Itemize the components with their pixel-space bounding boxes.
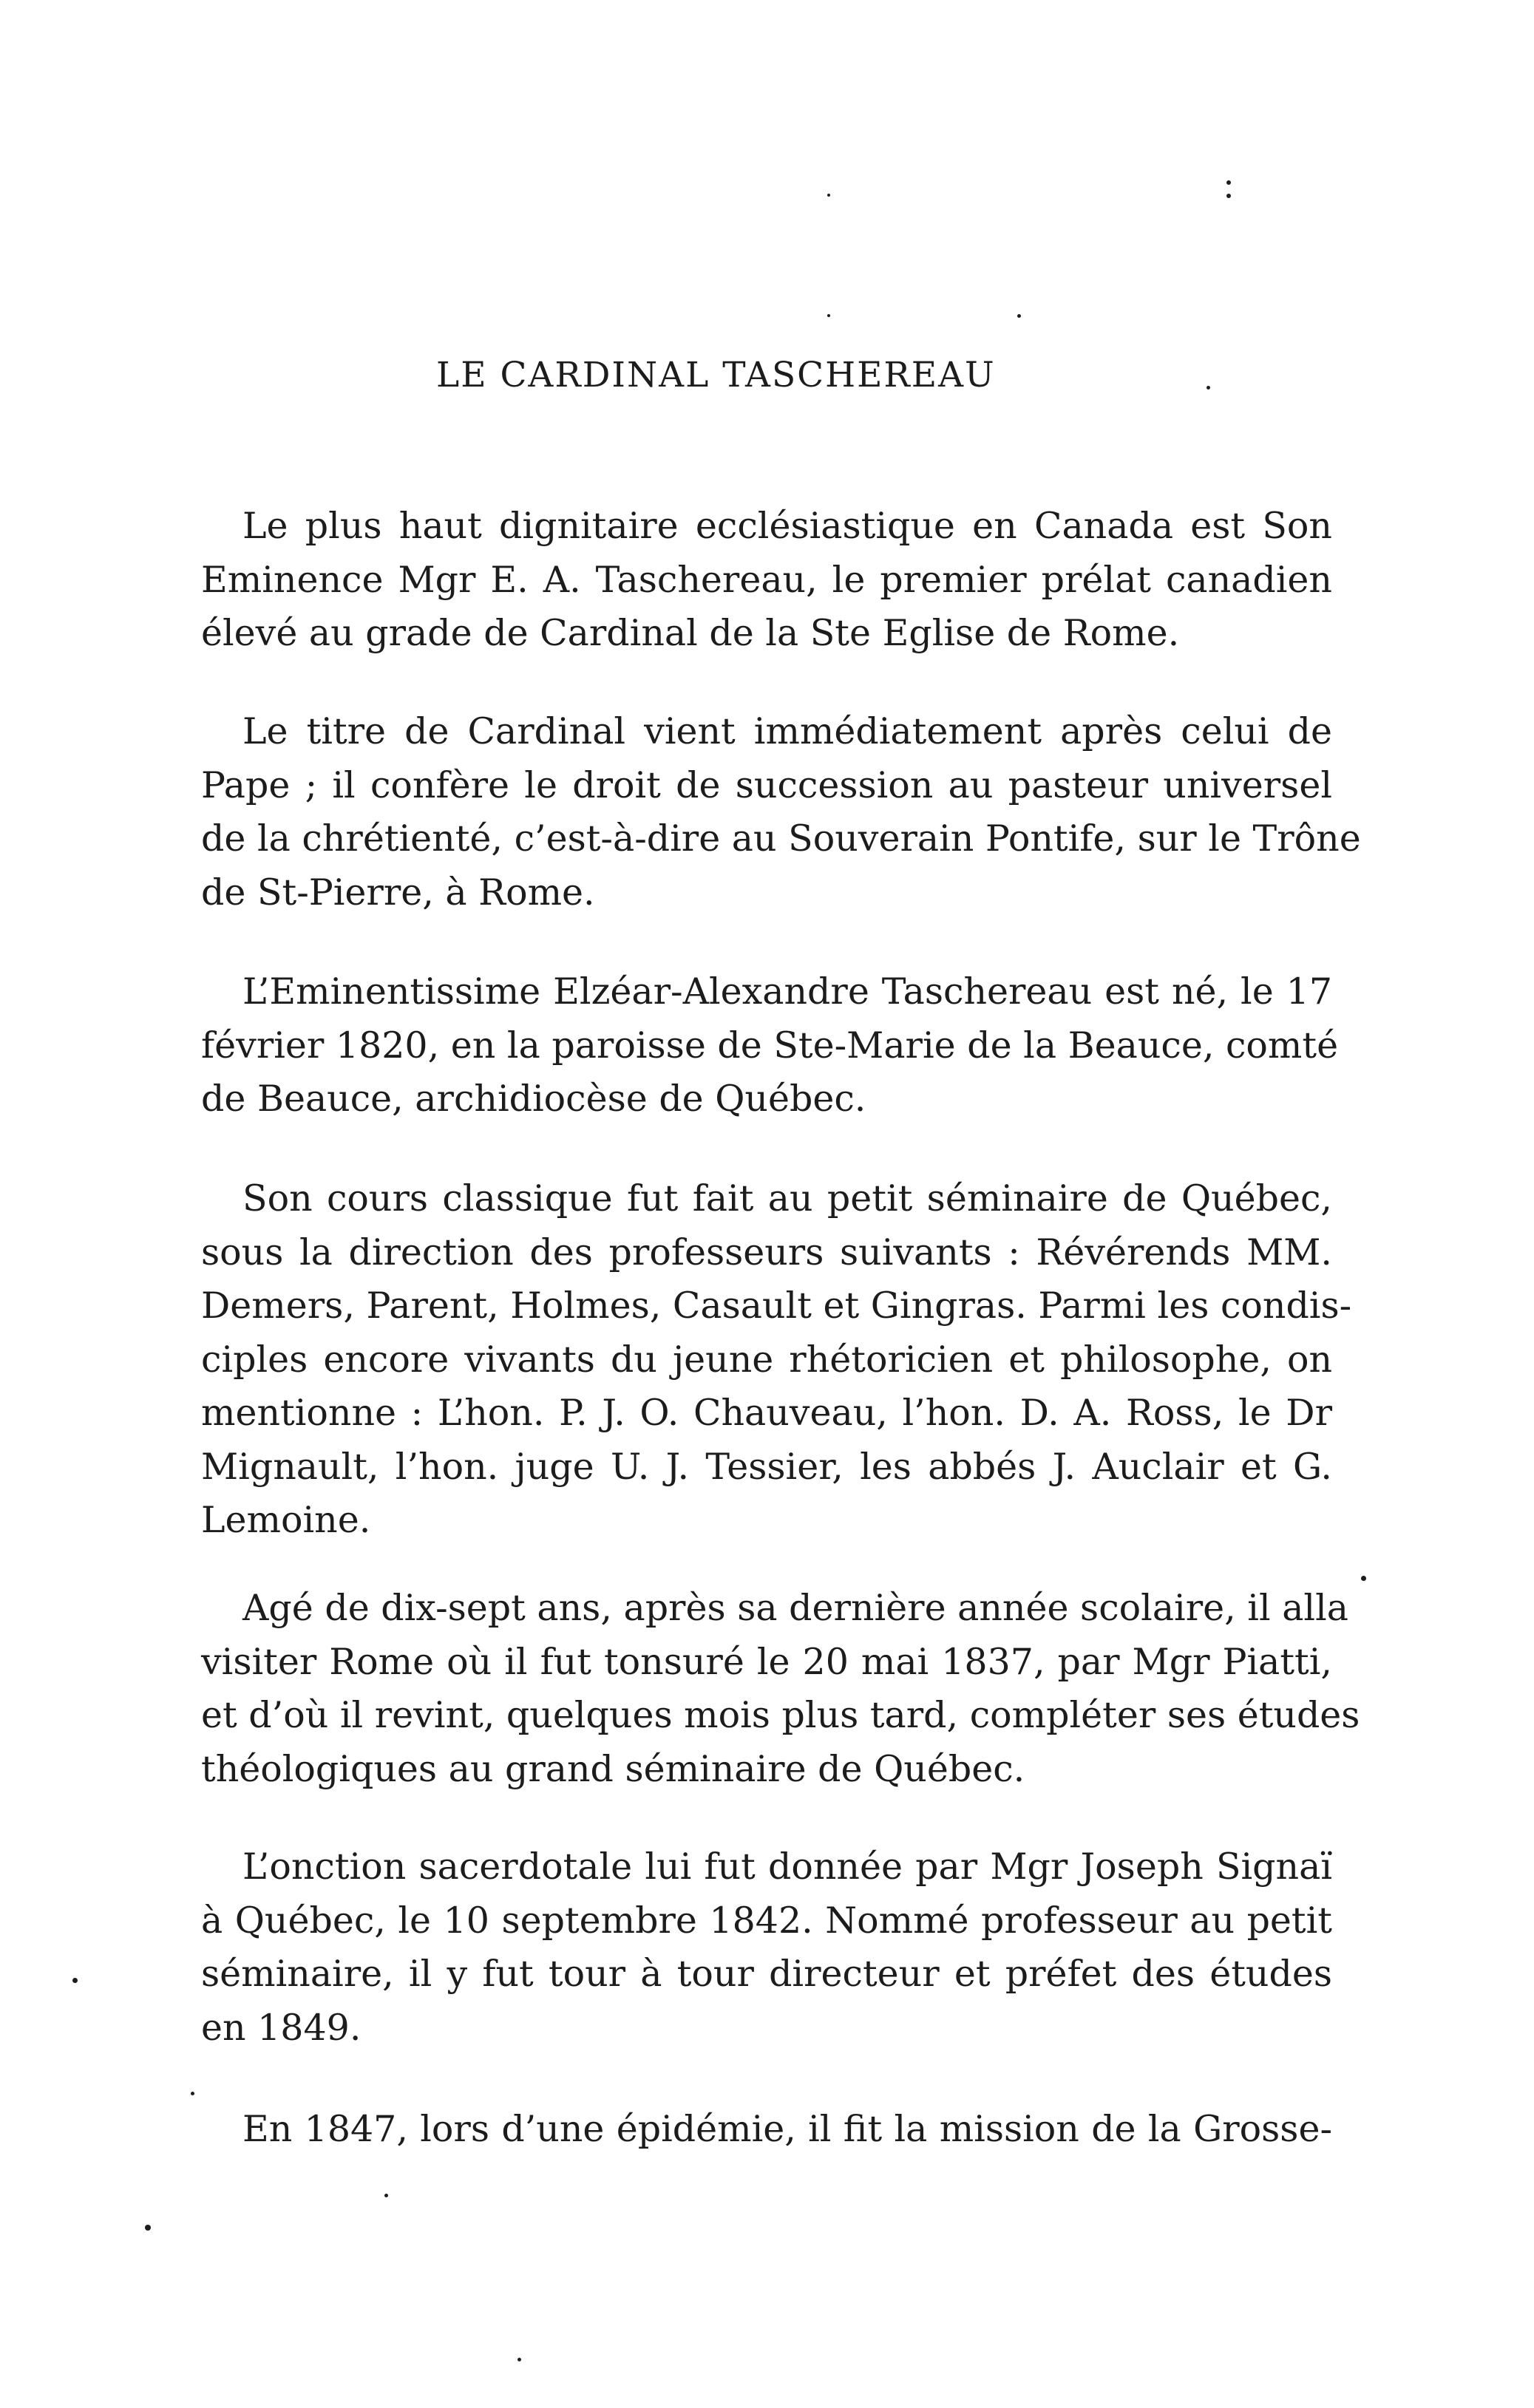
- scan-speck: [1017, 314, 1021, 318]
- text-line: Le titre de Cardinal vient immédiatement après celui de: [242, 710, 1332, 752]
- scan-speck: [827, 194, 830, 197]
- text-line: L’Eminentissime Elzéar-Alexandre Taschereau est né, le 17: [242, 970, 1332, 1013]
- text-line: ciples encore vivants du jeune rhétoricien et philosophe, on: [201, 1338, 1332, 1381]
- text-line: Son cours classique fut fait au petit séminaire de Québec,: [242, 1177, 1332, 1220]
- text-line: Demers, Parent, Holmes, Casault et Gingras. Parmi les condis-: [201, 1285, 1352, 1327]
- text-line: Agé de dix-sept ans, après sa dernière année scolaire, il alla: [242, 1587, 1348, 1629]
- scan-speck: [384, 2194, 388, 2197]
- scan-speck: [1226, 194, 1231, 198]
- scan-speck: [827, 314, 830, 317]
- paragraph-7: [201, 2103, 1332, 2157]
- text-line: En 1847, lors d’une épidémie, il fit la mission de la Grosse-: [242, 2108, 1332, 2150]
- text-line: Pape ; il confère le droit de succession au pasteur universel: [201, 763, 1332, 806]
- scan-speck: [1226, 180, 1231, 185]
- text-line: Eminence Mgr E. A. Taschereau, le premier prélat canadien: [201, 558, 1332, 601]
- paragraph-3: [201, 965, 1339, 1126]
- paragraph-5: [201, 1582, 1360, 1796]
- text-line: visiter Rome où il fut tonsuré le 20 mai 1837, par Mgr Piatti,: [201, 1640, 1332, 1683]
- text-line: de Beauce, archidiocèse de Québec.: [201, 1078, 866, 1120]
- scan-speck: [1361, 1576, 1366, 1581]
- text-line: sous la direction des professeurs suivants : Révérends MM.: [201, 1231, 1332, 1273]
- paragraph-1: [201, 500, 1332, 661]
- text-line: L’onction sacerdotale lui fut donnée par Mgr Joseph Signaï: [242, 1846, 1332, 1888]
- text-line: séminaire, il y fut tour à tour directeur et préfet des études: [201, 1953, 1332, 1995]
- scan-speck: [1207, 386, 1210, 390]
- text-line: à Québec, le 10 septembre 1842. Nommé professeur au petit: [201, 1899, 1332, 1942]
- text-line: Le plus haut dignitaire ecclésiastique en Canada est Son: [242, 505, 1332, 547]
- chapter-title: LE CARDINAL TASCHEREAU: [436, 355, 996, 395]
- scan-speck: [145, 2225, 151, 2231]
- paragraph-2: [201, 705, 1361, 919]
- scan-speck: [517, 2358, 521, 2361]
- scan-speck: [72, 1978, 78, 1983]
- paragraph-6: [201, 1840, 1332, 2055]
- text-line: Lemoine.: [201, 1499, 371, 1541]
- text-line: élevé au grade de Cardinal de la Ste Eglise de Rome.: [201, 612, 1180, 654]
- paragraph-4: [201, 1172, 1352, 1548]
- text-line: en 1849.: [201, 2006, 362, 2049]
- text-line: Mignault, l’hon. juge U. J. Tessier, les abbés J. Auclair et G.: [201, 1445, 1332, 1488]
- text-line: de St-Pierre, à Rome.: [201, 871, 595, 914]
- text-line: mentionne : L’hon. P. J. O. Chauveau, l’hon. D. A. Ross, le Dr: [201, 1392, 1332, 1434]
- text-line: et d’où il revint, quelques mois plus tard, compléter ses études: [201, 1694, 1360, 1736]
- text-line: février 1820, en la paroisse de Ste-Marie de la Beauce, comté: [201, 1024, 1339, 1067]
- scan-speck: [191, 2092, 194, 2095]
- text-line: de la chrétienté, c’est-à-dire au Souverain Pontife, sur le Trône: [201, 817, 1361, 860]
- text-line: théologiques au grand séminaire de Québec.: [201, 1747, 1025, 1790]
